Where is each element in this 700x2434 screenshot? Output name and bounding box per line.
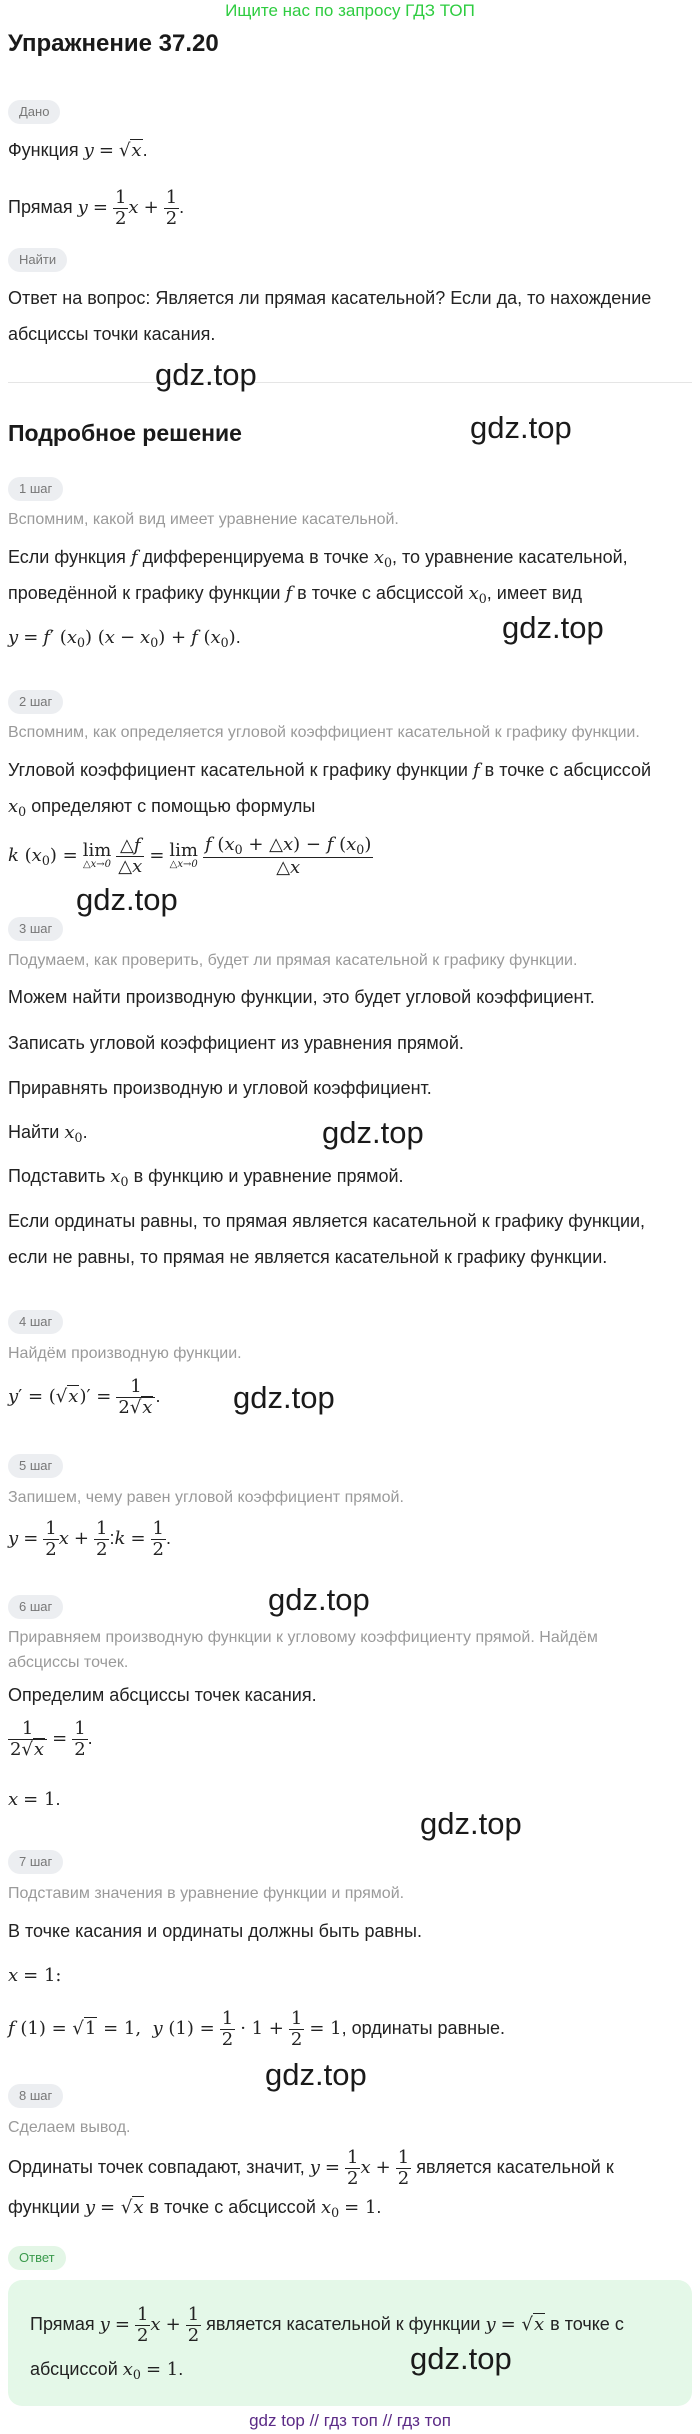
answer-text-2: абсциссой $x_0 = 1$. [30, 2359, 184, 2382]
given-line: Прямая y = $\frac{1}{2}$ x + $\frac{1}{2}$ . [8, 186, 185, 229]
step3-badge: 3 шаг [8, 917, 63, 941]
equation-derivative-slope: $\frac{1}{2√x}$ = $\frac{1}{2}$ . [10, 1717, 93, 1760]
step6-note-2: абсциссы точек. [8, 1654, 129, 1671]
find-text-1: Ответ на вопрос: Является ли прямая касательной? Если да, то нахождение [8, 288, 652, 308]
step1-note: Вспомним, какой вид имеет уравнение касательной. [8, 511, 399, 528]
step2-text-2: $x_0$ определяют с помощью формулы [8, 796, 316, 819]
watermark: gdz.top [420, 1806, 522, 1841]
watermark: gdz.top [76, 882, 178, 917]
step1-badge: 1 шаг [8, 477, 63, 501]
watermark: gdz.top [410, 2341, 512, 2376]
step5-note: Запишем, чему равен угловой коэффициент прямой. [8, 1489, 404, 1506]
step8-note: Сделаем вывод. [8, 2119, 131, 2136]
step6-text-1: Определим абсциссы точек касания. [8, 1685, 317, 1705]
watermark: gdz.top [155, 357, 257, 392]
step2-text-1: Угловой коэффициент касательной к графику функции f в точке с абсциссой [8, 760, 652, 781]
answer-text-1: Прямая y = $\frac{1}{2}$ x + $\frac{1}{2}$ является касательной к функции y = √x в точке с [30, 2303, 624, 2346]
watermark: gdz.top [470, 410, 572, 445]
step3-text-1: Можем найти производную функции, это будет угловой коэффициент. [8, 987, 595, 1007]
watermark: gdz.top [265, 2057, 367, 2092]
step3-note: Подумаем, как проверить, будет ли прямая касательной к графику функции. [8, 952, 578, 969]
slope-formula: k $(x_0)$ = lim △x→0 $\frac{\triangle f}{\triangle x}$ = lim △x→0 $\frac{f (x_0 + \triangle x) - f (x_0)}{\triangle x}$ [8, 834, 372, 878]
watermark: gdz.top [233, 1380, 335, 1415]
divider [8, 382, 692, 383]
page-title: Упражнение 37.20 [8, 30, 219, 57]
answer-badge: Ответ [8, 2246, 66, 2270]
step2-note: Вспомним, как определяется угловой коэффициент касательной к графику функции. [8, 724, 640, 741]
derivative-formula: y′ = (√x)′ = $\frac{1}{2√x}$ . [8, 1375, 161, 1418]
step1-text-1: Если функция f дифференцируема в точке $x_0$, то уравнение касательной, [8, 547, 628, 570]
step6-note-1: Приравняем производную функции к угловому коэффициенту прямой. Найдём [8, 1629, 598, 1646]
step4-note: Найдём производную функции. [8, 1345, 242, 1362]
step3-text-3: Приравнять производную и угловой коэффициент. [8, 1078, 432, 1098]
watermark: gdz.top [268, 1582, 370, 1617]
given-function: Функция y = √x. [8, 140, 148, 161]
step7-text-1: В точке касания и ординаты должны быть равны. [8, 1921, 422, 1941]
step8-badge: 8 шаг [8, 2084, 63, 2108]
given-badge: Дано [8, 100, 60, 124]
step7-badge: 7 шаг [8, 1850, 63, 1874]
step6-badge: 6 шаг [8, 1595, 63, 1619]
footer-links[interactable]: gdz top // гдз топ // гдз топ [249, 2411, 451, 2430]
step3-text-6: Если ординаты равны, то прямая является касательной к графику функции, [8, 1211, 646, 1231]
step3-text-7: если не равны, то прямая не является касательной к графику функции. [8, 1247, 608, 1267]
step3-text-2: Записать угловой коэффициент из уравнения прямой. [8, 1033, 464, 1053]
find-text-2: абсциссы точки касания. [8, 324, 216, 344]
find-badge: Найти [8, 248, 67, 272]
step8-text-1: Ординаты точек совпадают, значит, y = $\frac{1}{2}$ x + $\frac{1}{2}$ является касательной к [8, 2146, 614, 2189]
step2-badge: 2 шаг [8, 690, 63, 714]
x-equals-1: x = 1. [8, 1789, 61, 1810]
step3-text-5: Подставить $x_0$ в функцию и уравнение прямой. [8, 1166, 404, 1189]
watermark: gdz.top [502, 610, 604, 645]
step7-text-2: x = 1: [8, 1965, 62, 1986]
tangent-formula: y = f′ $(x_0) (x - x_0) + f$ $(x_0)$. [8, 627, 241, 650]
solution-title: Подробное решение [8, 420, 242, 446]
step3-text-4: Найти $x_0$. [8, 1122, 88, 1145]
step8-text-2: функции y = √x в точке с абсциссой $x_0 = 1$. [8, 2197, 382, 2220]
watermark: gdz.top [322, 1115, 424, 1150]
step5-badge: 5 шаг [8, 1454, 63, 1478]
step1-text-2: проведённой к графику функции f в точке с абсциссой $x_0$, имеет вид [8, 583, 583, 606]
step4-badge: 4 шаг [8, 1310, 63, 1334]
ordinates-check: f (1) = √1 = 1, y (1) = $\frac{1}{2}$ · 1 + $\frac{1}{2}$ = 1, ординаты равные. [8, 2007, 506, 2050]
slope-value: y = $\frac{1}{2}$ x + $\frac{1}{2}$ :k = $\frac{1}{2}$ . [8, 1517, 172, 1560]
top-banner[interactable]: Ищите нас по запросу ГДЗ ТОП [225, 1, 475, 20]
step7-note: Подставим значения в уравнение функции и прямой. [8, 1885, 405, 1902]
